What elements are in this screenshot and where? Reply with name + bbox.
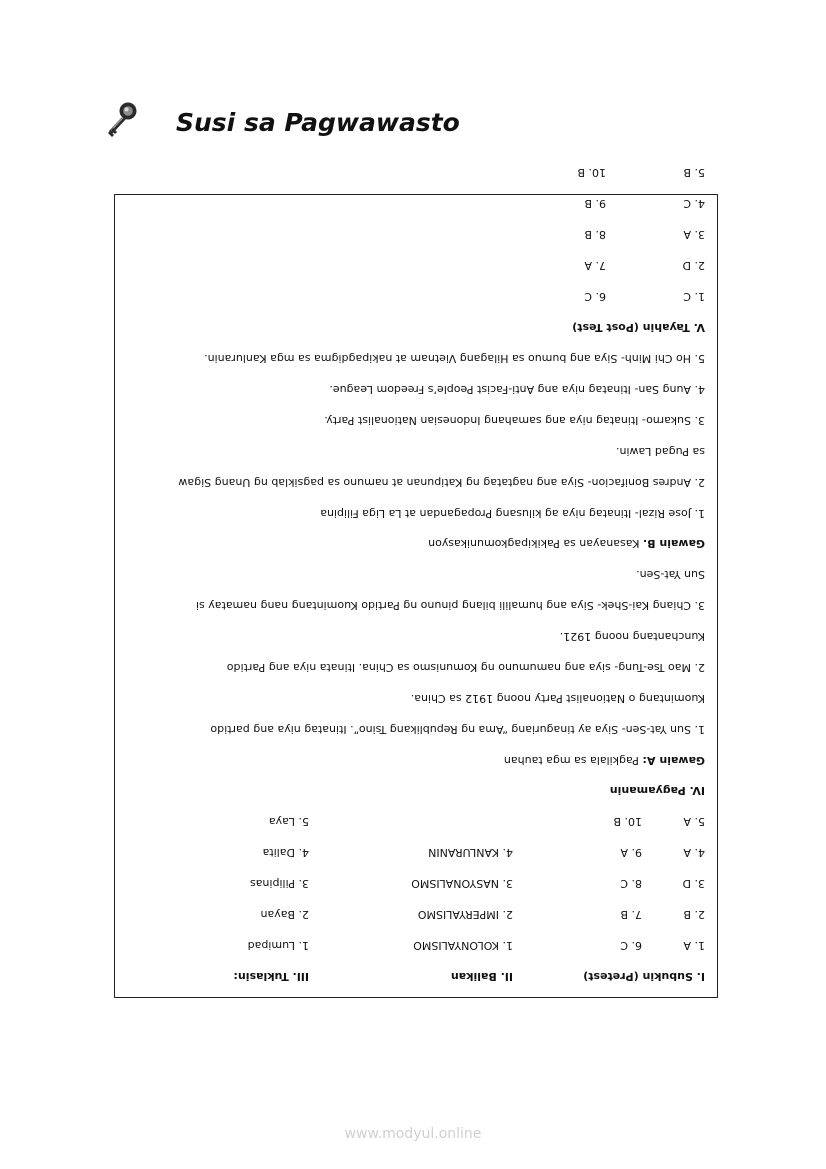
answer-key-box	[114, 166, 718, 998]
answer-item: 9. A	[620, 846, 642, 859]
answer-item: 4. A	[683, 846, 705, 859]
section-header: III. Tuklasin:	[233, 970, 309, 983]
answer-item: 8. C	[620, 877, 642, 890]
gawain-a-title	[504, 753, 705, 767]
gawain-b-line: 2. Andres Bonifacion- Siya ang nagtatag ng Katipunan at namuno sa pagsiklab ng Unang Sigaw	[178, 476, 705, 489]
footer-watermark: www.modyul.online	[344, 1126, 482, 1142]
answer-item: 4. Dalita	[262, 846, 309, 859]
gawain-b-title	[428, 536, 705, 550]
answer-item: 5. B	[683, 166, 705, 179]
gawain-b-line: 4. Aung San- Itinatag niya ang Anti-Facist People’s Freedom League.	[329, 383, 705, 396]
answer-item: 1. A	[683, 939, 705, 952]
answer-item: 2. D	[682, 259, 705, 272]
section-header: II. Balikan	[450, 970, 513, 983]
answer-item: 10. B	[613, 815, 642, 828]
section-header: V. Tayahin (Post Test)	[572, 321, 705, 334]
gawain-b-line: sa Pugad Lawin.	[616, 445, 705, 458]
answer-item: 4. KANLURANIN	[428, 846, 513, 859]
gawain-a-line: Sun Yat-Sen.	[636, 568, 705, 581]
answer-item: 3. A	[683, 228, 705, 241]
answer-item: 4. C	[683, 197, 705, 210]
answer-item: 9. B	[584, 197, 606, 210]
answer-item: 8. B	[584, 228, 606, 241]
gawain-a-label: Gawain A:	[642, 754, 705, 767]
gawain-b-line: 5. Ho Chi Minh- Siya ang bumuo sa Hilagang Vietnam at nakipagdigma sa mga Kanluranin.	[204, 352, 705, 365]
gawain-b-text: Kasanayan sa Pakikipagkomunikasyon	[428, 537, 643, 550]
gawain-a-line: 2. Mao Tse-Tung- siya ang namumuno ng Komunismo sa China. Itinata niya ang Partido	[226, 661, 705, 674]
gawain-a-line: Kuomintang o Nationalist Party noong 1912 sa China.	[410, 692, 705, 705]
gawain-a-line: 3. Chiang Kai-Shek- Siya ang humalili bilang pinuno ng Partido Kuomintang nang namatay si	[195, 599, 705, 612]
answer-item: 6. C	[620, 939, 642, 952]
answer-item: 6. C	[584, 290, 606, 303]
answer-item: 1. Lumipad	[247, 939, 309, 952]
answer-item: 5. A	[683, 815, 705, 828]
answer-item: 1. KOLONYALISMO	[413, 939, 513, 952]
page-title: Susi sa Pagwawasto	[176, 108, 460, 137]
answer-item: 3. NASYONALISMO	[411, 877, 513, 890]
answer-item: 3. D	[682, 877, 705, 890]
gawain-b-line: 3. Sukarno- Itinatag niya ang samahang Indonesian Nationalist Party.	[324, 414, 705, 427]
section-header: IV. Pagyamanin	[609, 784, 705, 797]
gawain-a-text: Pagkilala sa mga tauhan	[503, 754, 643, 767]
answer-item: 3. Pilipinas	[249, 877, 309, 890]
answer-item: 1. C	[683, 290, 705, 303]
section-header: I. Subukin (Pretest)	[583, 970, 705, 983]
answer-item: 2. B	[683, 908, 705, 921]
answer-item: 10. B	[577, 166, 606, 179]
gawain-b-line: 1. Jose Rizal- Itinatag niya ag kilusang Propagandan at La Liga Filipina	[320, 507, 705, 520]
gawain-a-line: 1. Sun Yat-Sen- Siya ay tinaguriang “Ama ng Republikang Tsino”. Itinatag niya ang partido	[210, 723, 705, 736]
gawain-a-line: Kunchantang noong 1921.	[559, 630, 705, 643]
answer-item: 5. Laya	[268, 815, 309, 828]
answer-item: 2. Bayan	[260, 908, 309, 921]
answer-key-content	[115, 166, 717, 997]
answer-item: 7. A	[584, 259, 606, 272]
key-icon	[104, 100, 140, 140]
answer-item: 7. B	[620, 908, 642, 921]
gawain-b-label: Gawain B.	[642, 537, 705, 550]
answer-item: 2. IMPERYALISMO	[417, 908, 513, 921]
